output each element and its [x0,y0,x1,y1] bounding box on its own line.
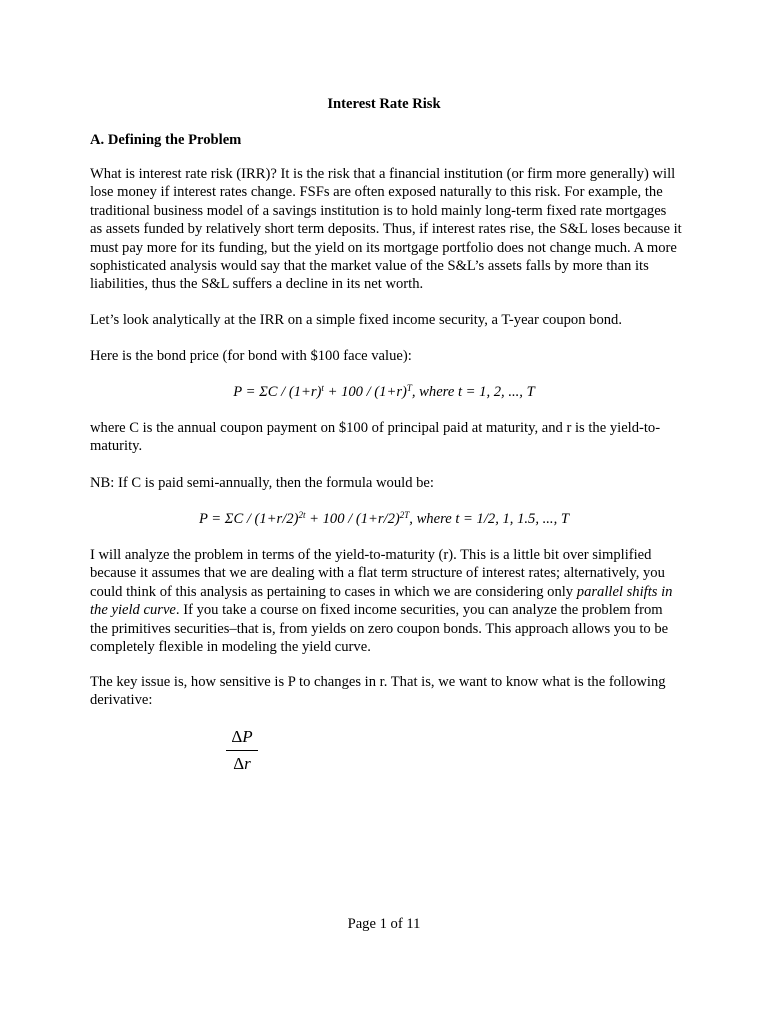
formula-semiannual-sup-a: 2t [298,510,306,520]
fraction-bar [226,750,258,751]
formula-semiannual-part-a: P = ΣC / (1+r/2) [199,511,299,527]
numerator-variable: P [242,727,253,746]
paragraph-nb: NB: If C is paid semi-annually, then the formula would be: [90,475,434,491]
derivative-fraction [222,726,262,775]
paragraph-ytm-after: . If you take a course on fixed income securities, you can analyze the problem from the primitives securities–that is, from yields on zero coupon bonds. This approach allows you to be completely flexible in modeling the yield curve. [90,602,669,656]
derivative-numerator [222,726,262,748]
formula-annual-part-c: , where t = 1, 2, ..., T [411,384,535,400]
derivative-denominator [222,753,262,775]
formula-annual-part-a: P = ΣC / (1+r) [233,384,322,400]
formula-annual-sup-b: T [406,383,412,393]
paragraph-ytm-analysis [90,546,682,656]
section-heading: A. Defining the Problem [90,132,242,148]
formula-semiannual [0,510,768,528]
denominator-delta: Δ [233,754,245,773]
page-footer: Page 1 of 11 [347,916,421,932]
paragraph-where-c: where C is the annual coupon payment on $100 of principal paid at maturity, and r is the yield-to-maturity. [90,420,661,455]
paragraph-ytm-emphasis: parallel shifts in the yield curve [90,583,673,619]
formula-annual-part-b: + 100 / (1+r) [323,384,407,400]
paragraph-ytm-before: I will analyze the problem in terms of the yield-to-maturity (r). This is a little bit over simplified because it assumes that we are dealing with a flat term structure of interest rates; alternatively, you could think of this analysis as pertaining to cases in which we are considering only [90,547,665,600]
formula-annual-sup-a: t [321,383,324,393]
formula-semiannual-part-c: , where t = 1/2, 1, 1.5, ..., T [409,511,569,527]
formula-semiannual-sup-b: 2T [399,510,410,520]
document-title: Interest Rate Risk [327,96,441,112]
denominator-variable: r [244,754,251,773]
paragraph-analytic: Let’s look analytically at the IRR on a simple fixed income security, a T-year coupon bond. [90,312,622,328]
formula-annual [0,383,768,401]
paragraph-intro: What is interest rate risk (IRR)? It is the risk that a financial institution (or firm more generally) will lose money if interest rates change. FSFs are often exposed naturally to this risk. For example, the traditional business model of a savings institution is to hold mainly long-term fixed rate mortgages as assets funded by relatively short term deposits. Thus, if interest rates rise, the S&L loses because it must pay more for its funding, but the yield on its mortgage portfolio does not change much. A more sophisticated analysis would say that the market value of the S&L’s assets falls by more than its liabilities, thus the S&L suffers a decline in its net worth. [90,166,682,293]
formula-semiannual-part-b: + 100 / (1+r/2) [305,511,400,527]
paragraph-bond-price: Here is the bond price (for bond with $100 face value): [90,348,412,364]
paragraph-key-issue: The key issue is, how sensitive is P to changes in r. That is, we want to know what is the following derivative: [90,674,666,709]
numerator-delta: Δ [231,727,243,746]
